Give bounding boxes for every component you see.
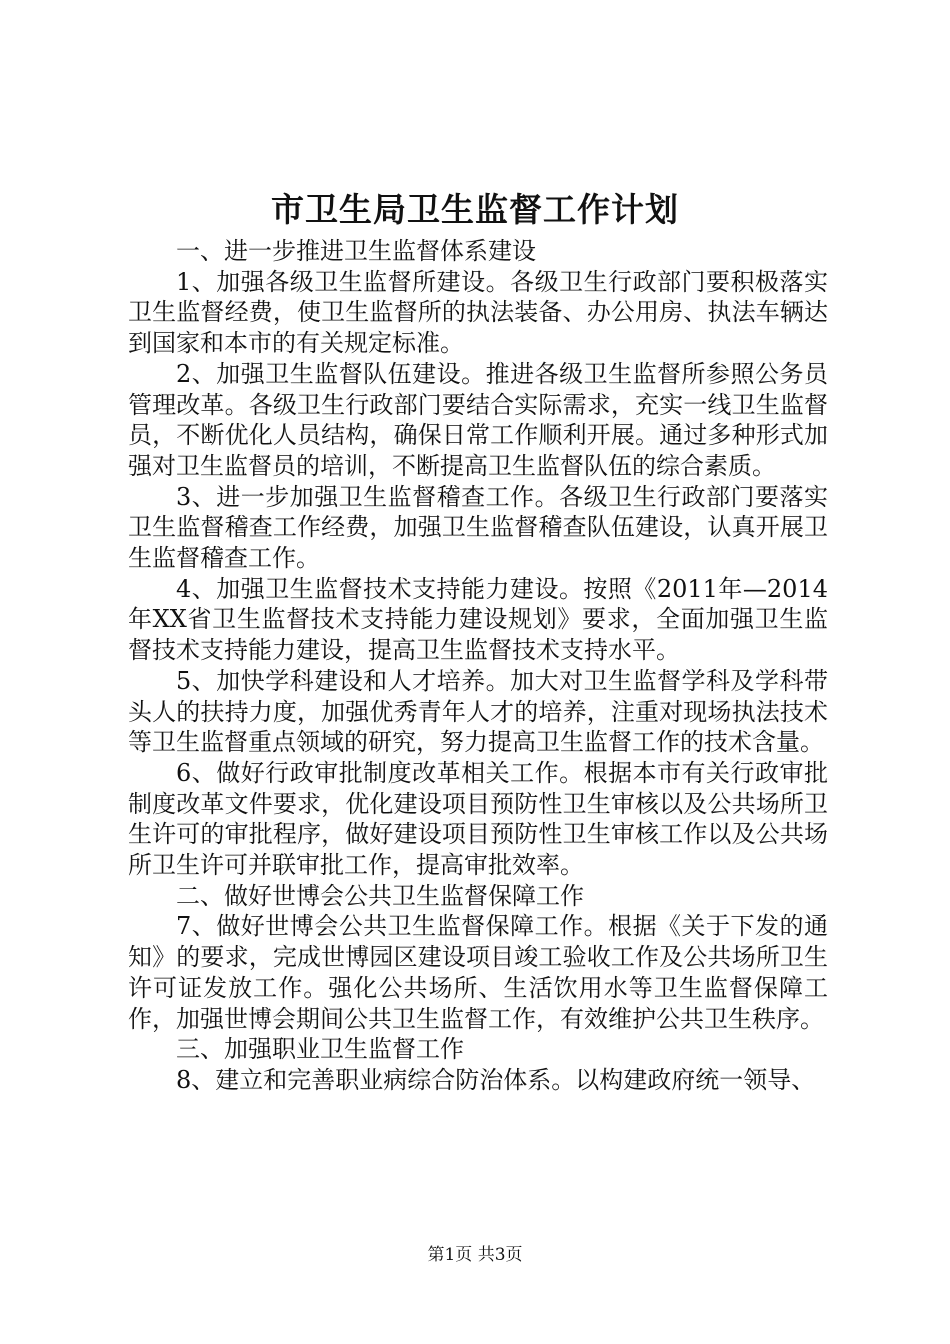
paragraph-3: 3、进一步加强卫生监督稽查工作。各级卫生行政部门要落实卫生监督稽查工作经费，加强卫生监督稽查队伍建设，认真开展卫生监督稽查工作。 bbox=[128, 482, 828, 573]
paragraph-5: 5、加快学科建设和人才培养。加大对卫生监督学科及学科带头人的扶持力度，加强优秀青年人才的培养，注重对现场执法技术等卫生监督重点领域的研究，努力提高卫生监督工作的技术含量。 bbox=[128, 666, 828, 757]
section-heading-1: 一、进一步推进卫生监督体系建设 bbox=[176, 237, 536, 265]
document-body bbox=[128, 236, 828, 1096]
paragraph-4: 4、加强卫生监督技术支持能力建设。按照《2011年—2014年XX省卫生监督技术支持能力建设规划》要求，全面加强卫生监督技术支持能力建设，提高卫生监督技术支持水平。 bbox=[128, 574, 828, 665]
page-footer: 第1页 共3页 bbox=[427, 1245, 523, 1265]
paragraph-8: 8、建立和完善职业病综合防治体系。以构建政府统一领导、 bbox=[176, 1065, 816, 1094]
paragraph-7: 7、做好世博会公共卫生监督保障工作。根据《关于下发的通知》的要求，完成世博园区建设项目竣工验收工作及公共场所卫生许可证发放工作。强化公共场所、生活饮用水等卫生监督保障工作，加强世博会期间公共卫生监督工作，有效维护公共卫生秩序。 bbox=[128, 912, 828, 1033]
section-heading-2: 二、做好世博会公共卫生监督保障工作 bbox=[176, 881, 584, 910]
paragraph-2: 2、加强卫生监督队伍建设。推进各级卫生监督所参照公务员管理改革。各级卫生行政部门要结合实际需求，充实一线卫生监督员，不断优化人员结构，确保日常工作顺利开展。通过多种形式加强对卫生监督员的培训，不断提高卫生监督队伍的综合素质。 bbox=[128, 359, 828, 480]
document-title: 市卫生局卫生监督工作计划 bbox=[271, 190, 679, 229]
paragraph-6: 6、做好行政审批制度改革相关工作。根据本市有关行政审批制度改革文件要求，优化建设项目预防性卫生审核以及公共场所卫生许可的审批程序，做好建设项目预防性卫生审核工作以及公共场所卫生许可并联审批工作，提高审批效率。 bbox=[128, 758, 828, 880]
paragraph-1: 1、加强各级卫生监督所建设。各级卫生行政部门要积极落实卫生监督经费，使卫生监督所的执法装备、办公用房、执法车辆达到国家和本市的有关规定标准。 bbox=[128, 267, 828, 358]
section-heading-3: 三、加强职业卫生监督工作 bbox=[176, 1035, 464, 1064]
